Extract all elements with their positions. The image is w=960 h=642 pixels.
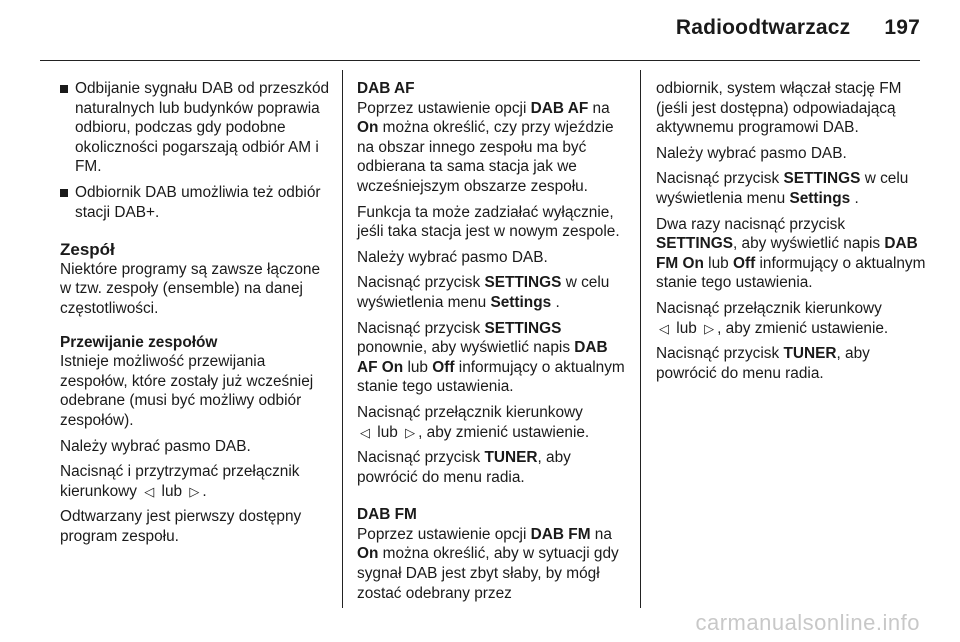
- section-title-dab-fm: DAB FM: [357, 506, 417, 524]
- paragraph: Poprzez ustawienie opcji DAB FM na On można określić, aby w sytuacji gdy sygnał DAB jest zbyt słaby, by mógł zostać odebrany przez: [357, 525, 619, 602]
- bullet-item: [60, 79, 332, 177]
- column-3: [656, 79, 928, 389]
- header-rule: [40, 60, 920, 61]
- bullet-text: Odbijanie sygnału DAB od przeszkód naturalnych lub budynków poprawia odbioru, podczas gdy podobne okoliczności pogarszają odbiór AM i FM.: [75, 80, 330, 176]
- column-divider: [640, 70, 641, 608]
- paragraph: Nacisnąć przycisk TUNER, aby powrócić do menu radia.: [656, 345, 870, 382]
- page-number: 197: [884, 16, 920, 39]
- subsection-title: Przewijanie zespołów: [60, 333, 218, 351]
- column-divider: [342, 70, 343, 608]
- paragraph: Niektóre programy są zawsze łączone w tzw. zespoły (ensemble) na danej częstotliwości.: [60, 260, 321, 317]
- section-title-dab-af: DAB AF: [357, 80, 415, 97]
- paragraph: Należy wybrać pasmo DAB.: [656, 144, 847, 162]
- paragraph: Należy wybrać pasmo DAB.: [357, 248, 548, 266]
- paragraph: Dwa razy nacisnąć przycisk SETTINGS, aby wyświetlić napis DAB FM On lub Off informujący o aktualnym stanie tego ustawienia.: [656, 215, 926, 292]
- paragraph: Poprzez ustawienie opcji DAB AF na On można określić, czy przy wjeździe na obszar innego zespołu ma być odbierana ta sama stacja jak we wcześniejszym obszarze zespołu.: [357, 99, 614, 195]
- left-arrow-icon: ◁: [360, 424, 370, 440]
- bullet-item: [60, 183, 332, 222]
- paragraph: Należy wybrać pasmo DAB.: [60, 437, 251, 455]
- paragraph: Nacisnąć przycisk SETTINGS ponownie, aby wyświetlić napis DAB AF On lub Off informujący o aktualnym stanie tego ustawienia.: [357, 319, 625, 396]
- paragraph: Funkcja ta może zadziałać wyłącznie, jeśli taka stacja jest w nowym zespole.: [357, 203, 620, 241]
- right-arrow-icon: ▷: [405, 424, 416, 440]
- paragraph: Nacisnąć przycisk SETTINGS w celu wyświetlenia menu Settings .: [357, 274, 610, 311]
- paragraph: Nacisnąć i przytrzymać przełącznik kierunkowy ◁ lub ▷ .: [60, 463, 300, 500]
- right-arrow-icon: ▷: [704, 320, 715, 336]
- paragraph: Nacisnąć przełącznik kierunkowy ◁ lub ▷ , aby zmienić ustawienie.: [357, 403, 590, 441]
- section-title-zespol: Zespół: [60, 240, 115, 260]
- square-bullet-icon: [60, 189, 68, 197]
- paragraph: Nacisnąć przycisk TUNER, aby powrócić do menu radia.: [357, 449, 571, 486]
- page-title: Radioodtwarzacz: [675, 16, 851, 39]
- square-bullet-icon: [60, 85, 68, 93]
- paragraph: Istnieje możliwość przewijania zespołów, które zostały już wcześniej odebrane (musi być możliwy odbiór zespołów).: [60, 353, 314, 429]
- paragraph: Odtwarzany jest pierwszy dostępny program zespołu.: [60, 508, 302, 545]
- bullet-text: Odbiornik DAB umożliwia też odbiór stacji DAB+.: [75, 183, 321, 221]
- right-arrow-icon: ▷: [189, 483, 200, 499]
- left-arrow-icon: ◁: [144, 483, 155, 499]
- page-header: [676, 16, 920, 40]
- paragraph: Nacisnąć przełącznik kierunkowy ◁ lub ▷ , aby zmienić ustawienie.: [656, 299, 889, 337]
- left-arrow-icon: ◁: [659, 320, 669, 336]
- watermark: carmanualsonline.info: [695, 610, 920, 635]
- column-1: [60, 79, 332, 552]
- paragraph: Nacisnąć przycisk SETTINGS w celu wyświetlenia menu Settings .: [656, 170, 909, 207]
- column-2: [357, 79, 629, 609]
- paragraph: odbiornik, system włączał stację FM (jeśli jest dostępna) odpowiadającą aktywnemu programowi DAB.: [656, 80, 902, 137]
